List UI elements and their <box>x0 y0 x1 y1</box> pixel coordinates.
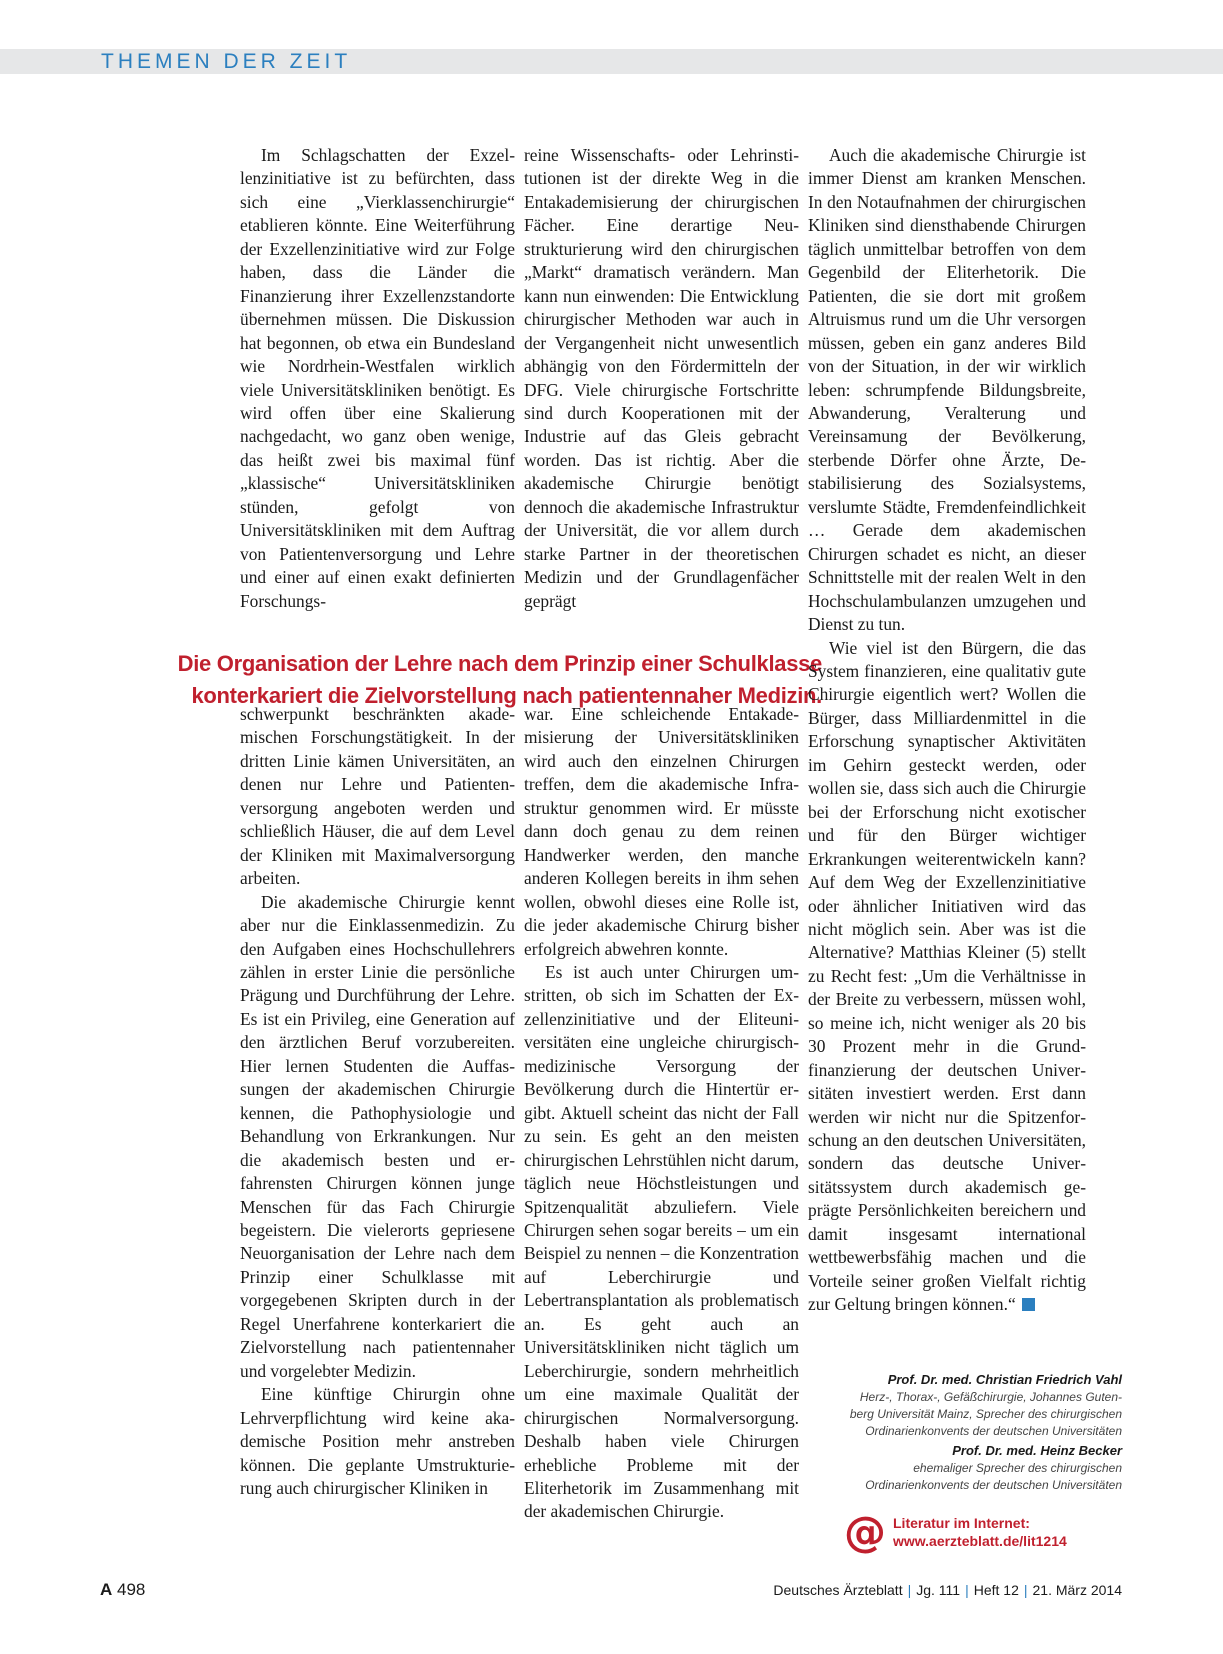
author-affiliation: Ordinarienkonvents der deutschen Universitäten <box>865 1424 1122 1438</box>
author-name: Prof. Dr. med. Heinz Becker <box>952 1443 1122 1458</box>
paragraph: schwerpunkt beschränkten akademischen Forschungstätigkeit. In der dritten Linie kämen Universitäten, an denen nur Lehre und Patientenversorgung angeboten werden und schließlich Häuser, die auf dem Level der Kliniken mit Maximalversorgung arbeiten. <box>240 704 515 889</box>
author-affiliation: ehemaliger Sprecher des chirurgischen <box>913 1461 1122 1475</box>
footer-separator: | <box>1023 1582 1028 1598</box>
author-affiliation: Herz-, Thorax-, Gefäßchirurgie, Johannes Guten- <box>859 1390 1122 1404</box>
literature-label: Literatur im Internet: <box>893 1515 1030 1531</box>
author-name: Prof. Dr. med. Christian Friedrich Vahl <box>887 1372 1122 1387</box>
paragraph: war. Eine schleichende Entakademisierung der Universitätskliniken wird auch den einzelnen Chirurgen treffen, dem die akademische Infrastruktur genommen wird. Er müsste dann doch genau zu dem reinen Handwerker werden, den manche anderen Kollegen bereits in ihm sehen wollen, obwohl dieses eine Rolle ist, die jeder akademische Chirurg bisher erfolgreich abwehren konnte. <box>524 704 799 959</box>
paragraph: Eine künftige Chirurgin ohne Lehrverpflichtung wird keine akademische Position mehr anstreben können. Die geplante Umstrukturierung auch chirurgischer Kliniken in <box>240 1384 515 1498</box>
at-icon: @ <box>844 1507 886 1556</box>
paragraph: Die akademische Chirurgie kennt aber nur die Einklassenmedizin. Zu den Aufgaben eines Hochschullehrers zählen in erster Linie die persönliche Prägung und Durchführung der Lehre. Es ist ein Privileg, eine Generation auf den ärztlichen Beruf vorzubereiten. Hier lernen Studenten die Auffassungen der akademischen Chirurgie kennen, die Pathophysiologie und Behandlung von Erkrankungen. Nur die akademisch besten und erfahrensten Chirurgen können junge Menschen für das Fach Chirurgie begeistern. Die vielerorts gepriesene Neuorganisation der Lehre nach dem Prinzip einer Schulklasse mit vorgegebenen Skripten durch in der Regel Unerfahrene konterkariert die Zielvorstellung nach patientennaher und vorgelebter Medizin. <box>240 891 515 1381</box>
column-3 <box>808 144 1086 1317</box>
section-title: THEMEN DER ZEIT <box>101 50 352 73</box>
paragraph: Es ist auch unter Chirurgen umstritten, ob sich im Schatten der Exzellenzinitiative und der Eliteuniversitäten eine ungleiche chirurgisch-medizinische Versorgung der Bevölkerung durch die Hintertür ergibt. Aktuell scheint das nicht der Fall zu sein. Es geht an den meisten chirurgischen Lehrstühlen nicht darum, täglich neue Höchstleistungen und Spitzenqualität abzuliefern. Viele Chirurgen sehen sogar bereits – um ein Beispiel zu nennen – die Konzentration auf Leberchirurgie und Lebertransplantation als problematisch an. Es geht auch an Universitätskliniken nicht täglich um Leberchirurgie, sondern mehrheitlich um eine maximale Qualität der chirurgischen Normalversorgung. Deshalb haben viele Chirurgen erhebliche Probleme mit der Eliterhetorik im Zusammenhang mit der akademischen Chirurgie. <box>524 961 799 1522</box>
footer-separator: | <box>907 1582 912 1598</box>
paragraph: Auch die akademische Chirurgie ist immer Dienst am kranken Menschen. In den Notaufnahmen der chirurgischen Kliniken sind diensthabende Chirurgen täglich unmittelbar betroffen von dem Gegenbild der Eliterhetorik. Die Patienten, die sie dort mit großem Altruismus rund um die Uhr versorgen müssen, geben ein ganz anderes Bild von der Situation, in der wir wirklich leben: schrumpfende Bildungsbreite, Abwanderung, Veralterung und Vereinsamung der Bevölkerung, sterbende Dörfer ohne Ärzte, Destabilisierung des Sozialsystems, verslumte Städte, Fremdenfeindlichkeit … Gerade dem akademischen Chirurgen schadet es nicht, an dieser Schnittstelle mit der realen Welt in den Hochschulambulanzen umzugehen und Dienst zu tun. <box>808 145 1086 635</box>
paragraph: reine Wissenschafts- oder Lehrinstitutionen ist der direkte Weg in die Entakademisierung der chirurgischen Fächer. Eine derartige Neustrukturierung wird den chirurgischen „Markt“ dramatisch verändern. Man kann nun einwenden: Die Entwicklung chirurgischer Methoden war auch in der Vergangenheit nicht unwesentlich abhängig von den Fördermitteln der DFG. Viele chirurgische Fortschritte sind durch Kooperationen mit der Industrie auf das Gleis gebracht worden. Das ist richtig. Aber die akademische Chirurgie benötigt dennoch die akademische Infrastruktur der Universität, die vor allem durch starke Partner in der theoretischen Medizin und der Grundlagenfächer geprägt <box>524 145 799 611</box>
pullquote-line-1: Die Organisation der Lehre nach dem Prinzip einer Schulklasse <box>177 651 822 676</box>
page-number-value: 498 <box>117 1580 146 1599</box>
author-affiliation: berg Universität Mainz, Sprecher des chirurgischen <box>849 1407 1122 1421</box>
paragraph <box>808 637 1086 1317</box>
footer-date: 21. März 2014 <box>1032 1582 1122 1598</box>
page-prefix: A <box>100 1580 113 1599</box>
column-1-bottom <box>240 703 515 1500</box>
paragraph-text: Wie viel ist den Bürgern, die das System finanzieren, eine qualitativ gute Chirurgie eigentlich wert? Wollen die Bürger, dass Milliardenmittel in die Erforschung synaptischer Aktivitäten im Gehirn gesteckt werden, oder wollen sie, dass sich auch die Chirurgie bei der Erforschung nicht exotischer und für den Bürger wichtiger Erkrankungen weiterentwickeln kann? Auf dem Weg der Exzellenzinitiative oder ähnlicher Initiativen wird das nicht möglich sein. Aber was ist die Alternative? Matthias Kleiner (5) stellt zu Recht fest: „Um die Verhältnisse in der Breite zu verbessern, müssen wohl, so meine ich, nicht weniger als 20 bis 30 Prozent mehr in die Grundfinanzierung der deutschen Universitäten investiert werden. Erst dann werden wir nicht nur die Spitzenforschung an den deutschen Universitäten, sondern das deutsche Universitätssystem durch akademisch geprägte Persönlichkeiten bereichern und damit insgesamt international wettbewerbsfähig machen und die Vorteile seiner großen Vielfalt richtig zur Geltung bringen können.“ <box>808 637 1086 1315</box>
footer-journal: Deutsches Ärzteblatt <box>773 1582 903 1598</box>
column-2-top <box>524 144 799 613</box>
footer-volume: Jg. 111 <box>916 1582 961 1598</box>
footer-issue: Heft 12 <box>973 1582 1019 1598</box>
paragraph: Im Schlagschatten der Exzellenzinitiative ist zu befürchten, dass sich eine „Vierklassenchirurgie“ etablieren könnte. Eine Weiterführung der Exzellenzinitiative wird zur Folge haben, dass die Länder die Finanzierung ihrer Exzellenzstandorte übernehmen müssen. Die Diskussion hat begonnen, ob etwa ein Bundesland wie Nordrhein-Westfalen wirklich viele Universitätskliniken benötigt. Es wird offen über eine Skalierung nachgedacht, wo ganz oben wenige, das heißt zwei bis maximal fünf „klassische“ Universitätskliniken stünden, gefolgt von Universitätskliniken mit dem Auftrag von Patientenversorgung und Lehre und einer auf einen exakt definierten Forschungs- <box>240 145 515 611</box>
page-number <box>100 1580 145 1600</box>
author-affiliation: Ordinarienkonvents der deutschen Universitäten <box>865 1478 1122 1492</box>
pullquote-line-2: konterkariert die Zielvorstellung nach patientennaher Medizin. <box>191 683 822 708</box>
end-mark-icon <box>1022 1298 1035 1311</box>
author-block <box>800 1371 1122 1494</box>
footer-separator: | <box>965 1582 969 1598</box>
footer-meta <box>773 1582 1122 1598</box>
literature-link[interactable]: www.aerzteblatt.de/lit1214 <box>893 1533 1067 1549</box>
column-2-bottom <box>524 703 799 1524</box>
column-1-top <box>240 144 515 613</box>
